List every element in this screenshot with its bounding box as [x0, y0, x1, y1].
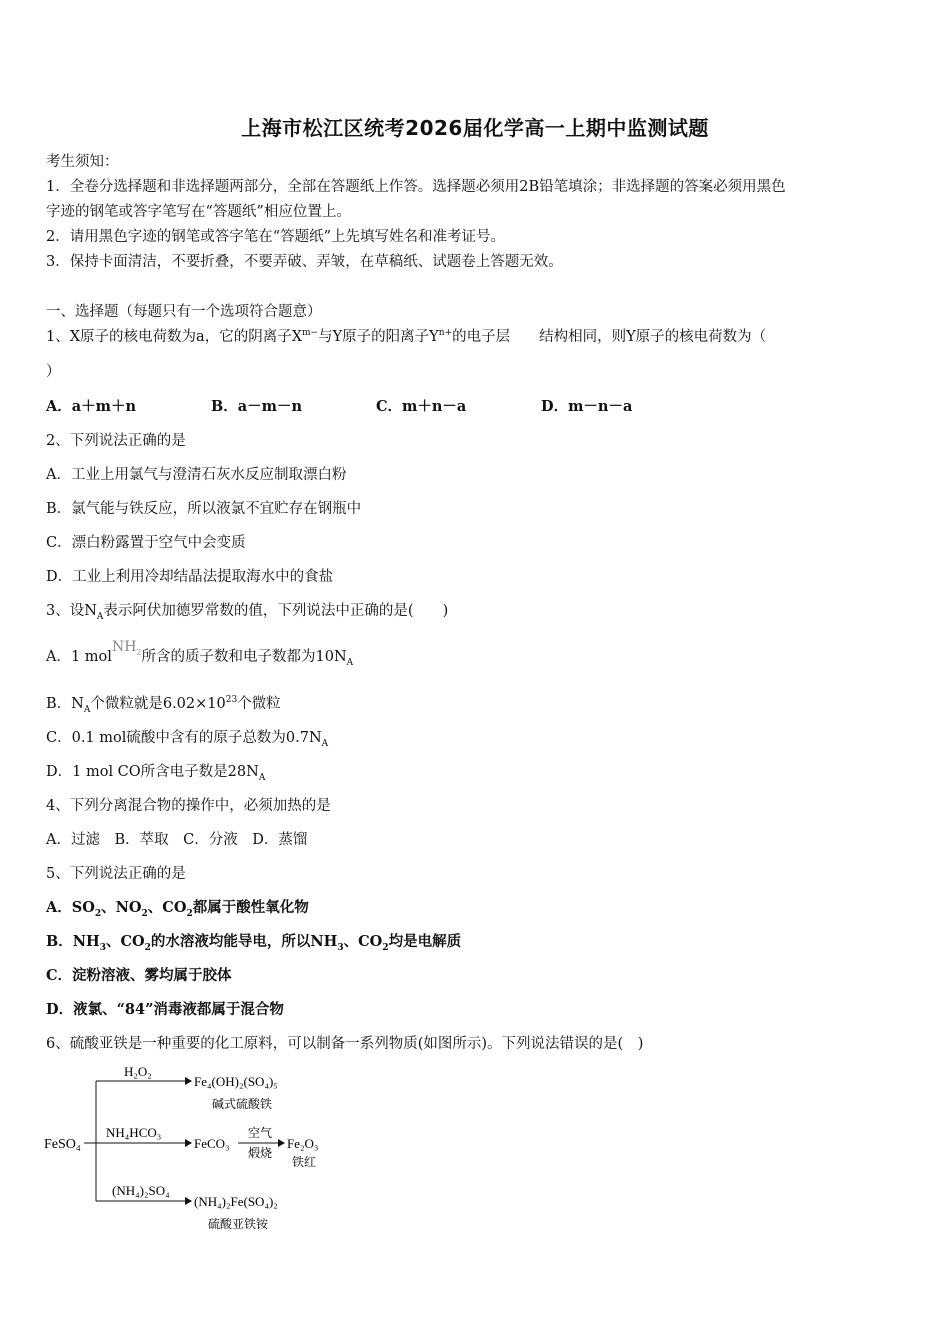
q5-b-t3: 的水溶液均能导电，所以NH [150, 933, 338, 950]
bot-product: (NH₄)₂Fe(SO₄)₂ [194, 1194, 278, 1209]
notice-item-1: 1．全卷分选择题和非选择题两部分，全部在答题纸上作答。选择题必须用2B铅笔填涂；非选择题的答案必须用黑色 [46, 179, 786, 195]
notice-heading: 考生须知： [46, 154, 119, 170]
q1-option-c[interactable]: C．m＋n－a [376, 398, 467, 415]
q5-option-b[interactable] [46, 932, 461, 952]
notice-item-3: 3．保持卡面清洁，不要折叠，不要弄破、弄皱，在草稿纸、试题卷上答题无效。 [46, 254, 563, 270]
question-4-stem: 4、下列分离混合物的操作中，必须加热的是 [46, 798, 331, 814]
nh2-formula-sub: 2 [136, 647, 142, 657]
q3-d-text: D．1 mol CO所含电子数是28N [46, 764, 259, 780]
nh2-formula-text: NH [111, 639, 137, 655]
q5-option-c[interactable]: C．淀粉溶液、雾均属于胶体 [46, 967, 232, 984]
q3-b-sup: 23 [225, 695, 238, 706]
q3-option-d[interactable] [46, 762, 265, 782]
q3-sub-a: A [96, 611, 104, 622]
q3-d-sub: A [258, 772, 266, 783]
q1-text-c: 的电子层 结构相同，则Y原子的核电荷数为（ [452, 329, 767, 345]
mid-arrow2-head [278, 1139, 285, 1147]
q1-sup-n: n+ [438, 328, 453, 339]
q5-b-s3: 3 [337, 942, 344, 953]
page-title: 上海市松江区统考2026届化学高一上期中监测试题 [241, 116, 709, 140]
question-6-stem: 6、硫酸亚铁是一种重要的化工原料，可以制备一系列物质(如图所示)。下列说法错误的是( ) [46, 1036, 644, 1052]
bot-arrow-head [185, 1197, 192, 1205]
q5-b-t2: 、CO [105, 933, 145, 950]
q5-a-t4: 都属于酸性氧化物 [192, 899, 309, 916]
q5-option-a[interactable] [46, 898, 309, 918]
q5-option-d[interactable]: D．液氯、“84”消毒液都属于混合物 [46, 1001, 284, 1018]
q5-b-t4: 、CO [343, 933, 383, 950]
q2-option-a[interactable]: A．工业上用氯气与澄清石灰水反应制取漂白粉 [46, 467, 347, 483]
q3-b-text: B．N [46, 696, 84, 712]
q5-b-t5: 均是电解质 [388, 933, 462, 950]
top-product-name: 碱式硫酸铁 [212, 1097, 273, 1111]
question-2-stem: 2、下列说法正确的是 [46, 433, 186, 449]
q3-a-text: A．1 mol [46, 649, 112, 665]
q5-b-s1: 3 [99, 942, 106, 953]
nh2-formula-image [112, 639, 142, 655]
reaction-diagram [40, 1058, 360, 1238]
q3-a-text-2: 所含的质子数和电子数都为10N [141, 649, 347, 665]
question-1-stem [46, 327, 766, 347]
q3-option-c[interactable] [46, 728, 328, 748]
q3-option-a[interactable] [46, 639, 354, 668]
q1-text-b: 与Y原子的阳离子Y [318, 329, 439, 345]
q1-text-a: 1、X原子的核电荷数为a，它的阴离子X [46, 329, 303, 345]
q3-a-sub: A [346, 657, 354, 668]
q4-options[interactable]: A．过滤 B．萃取 C．分液 D．蒸馏 [46, 832, 308, 848]
mid-arrow-head [185, 1139, 192, 1147]
top-reagent: H₂O₂ [124, 1064, 152, 1079]
q5-a-t2: 、NO [101, 899, 142, 916]
q5-a-t1: A．SO [46, 899, 95, 916]
question-5-stem: 5、下列说法正确的是 [46, 866, 186, 882]
mid-product: FeCO₃ [194, 1136, 230, 1151]
q3-c-sub: A [321, 738, 329, 749]
q2-option-c[interactable]: C．漂白粉露置于空气中会变质 [46, 535, 246, 551]
q5-a-s1: 2 [94, 908, 102, 919]
notice-item-2: 2．请用黑色字迹的钢笔或答字笔在“答题纸”上先填写姓名和准考证号。 [46, 229, 506, 245]
q3-text-b: 表示阿伏加德罗常数的值，下列说法中正确的是( ) [103, 603, 449, 619]
section-heading: 一、选择题（每题只有一个选项符合题意） [46, 304, 322, 320]
diagram-start: FeSO₄ [44, 1137, 81, 1152]
q1-sup-m: m− [302, 328, 319, 339]
q5-b-s4: 2 [382, 942, 389, 953]
q3-b-text-3: 个微粒 [237, 696, 281, 712]
q3-b-sub: A [83, 704, 91, 715]
question-3-stem [46, 601, 448, 621]
mid-final-name: 铁红 [292, 1155, 317, 1169]
q5-a-s3: 2 [186, 908, 193, 919]
q1-option-a[interactable]: A．a＋m＋n [46, 398, 137, 415]
q5-b-s2: 2 [144, 942, 151, 953]
notice-item-1-cont: 字迹的钢笔或答字笔写在“答题纸”相应位置上。 [46, 204, 351, 220]
q2-option-d[interactable]: D．工业上利用冷却结晶法提取海水中的食盐 [46, 569, 334, 585]
q3-b-text-2: 个微粒就是6.02×10 [90, 696, 226, 712]
question-1-stem-end: ） [46, 364, 61, 380]
q3-text-a: 3、设N [46, 603, 97, 619]
mid-cond-top: 空气 [248, 1126, 273, 1140]
mid-final: Fe₂O₃ [287, 1136, 319, 1151]
q5-b-t1: B．NH [46, 933, 100, 950]
bot-product-name: 硫酸亚铁铵 [208, 1217, 269, 1231]
bot-reagent: (NH₄)₂SO₄ [112, 1183, 170, 1198]
mid-cond-bottom: 煅烧 [248, 1146, 273, 1160]
q3-c-text: C．0.1 mol硫酸中含有的原子总数为0.7N [46, 730, 322, 746]
top-product: Fe₄(OH)₂(SO₄)₅ [194, 1074, 278, 1089]
q3-option-b[interactable] [46, 694, 281, 714]
top-arrow-head [185, 1077, 192, 1085]
mid-reagent: NH₄HCO₃ [106, 1125, 162, 1140]
q1-option-b[interactable]: B．a－m－n [211, 398, 303, 415]
q1-option-d[interactable]: D．m－n－a [541, 398, 633, 415]
q5-a-t3: 、CO [147, 899, 187, 916]
question-1-options [46, 397, 632, 417]
q5-a-s2: 2 [141, 908, 148, 919]
q2-option-b[interactable]: B．氯气能与铁反应，所以液氯不宜贮存在钢瓶中 [46, 501, 362, 517]
